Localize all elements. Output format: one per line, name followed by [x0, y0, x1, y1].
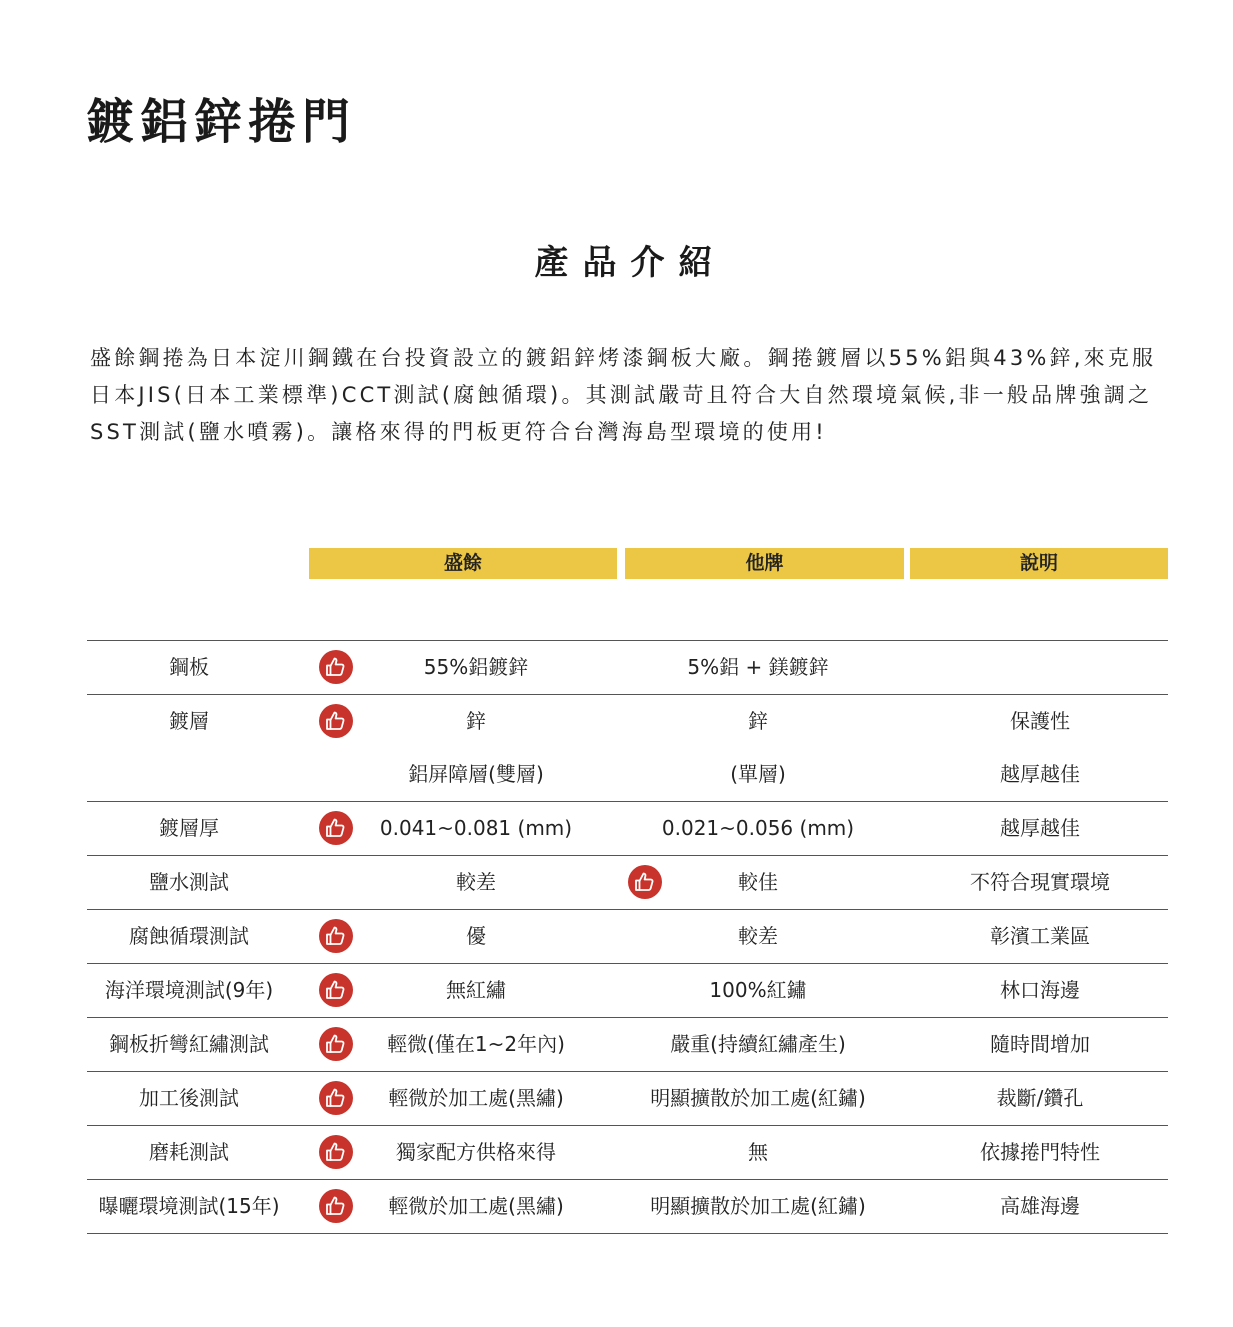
table-row-line: [87, 1180, 1168, 1233]
thumbs-up-icon: [319, 1189, 353, 1223]
cell-note: 越厚越佳: [1000, 816, 1080, 840]
cell-ours: 輕微於加工處(黑繡): [388, 1086, 564, 1110]
cell-note: 隨時間增加: [990, 1032, 1090, 1056]
page-title: 鍍鋁鋅捲門: [86, 94, 357, 150]
table-row: [87, 1125, 1168, 1179]
row-label: 海洋環境測試(9年): [104, 978, 274, 1002]
cell-ours: 輕微於加工處(黑繡): [388, 1194, 564, 1218]
table-row: [87, 1179, 1168, 1234]
intro-paragraph: 盛餘鋼捲為日本淀川鋼鐵在台投資設立的鍍鋁鋅烤漆鋼板大廠。鋼捲鍍層以55%鋁與43%鋅,來克服日本JIS(日本工業標準)CCT測試(腐蝕循環)。其測試嚴苛且符合大自然環境氣候,非一般品牌強調之SST測試(鹽水噴霧)。讓格來得的門板更符合台灣海島型環境的使用!: [90, 346, 1157, 444]
table-row: [87, 909, 1168, 963]
table-row: [87, 694, 1168, 801]
row-label: 鋼板: [169, 655, 209, 679]
cell-ours: 獨家配方供格來得: [396, 1140, 556, 1164]
cell-other: 無: [748, 1140, 768, 1164]
table-row-line: [87, 695, 1168, 748]
row-label: 腐蝕循環測試: [129, 924, 249, 948]
table-row: [87, 801, 1168, 855]
cell-other: 明顯擴散於加工處(紅鏽): [650, 1086, 866, 1110]
row-label: 鍍層: [169, 709, 209, 733]
comparison-table: [87, 640, 1168, 1234]
column-header-ours: 盛餘: [309, 548, 617, 579]
thumbs-up-icon: [319, 919, 353, 953]
cell-note: 越厚越佳: [1000, 762, 1080, 786]
table-row-line: [87, 641, 1168, 694]
table-row-line: [87, 910, 1168, 963]
table-row-line: [87, 1018, 1168, 1071]
cell-note: 高雄海邊: [1000, 1194, 1080, 1218]
section-title: 產品介紹: [534, 243, 727, 283]
row-label: [87, 748, 291, 801]
cell-other: 較差: [738, 924, 778, 948]
cell-ours: 鋁屏障層(雙層): [408, 762, 544, 786]
cell-ours: 無紅繡: [446, 978, 506, 1002]
cell-other: 鋅: [748, 709, 768, 733]
row-label: 曝曬環境測試(15年): [98, 1194, 280, 1218]
table-row-line: [87, 964, 1168, 1017]
cell-other: 0.021~0.056 (mm): [661, 816, 855, 840]
cell-other: (單層): [730, 762, 786, 786]
cell-ours: 55%鋁鍍鋅: [423, 655, 529, 679]
cell-ours: 優: [466, 924, 486, 948]
table-row-line: [87, 1126, 1168, 1179]
table-row: [87, 640, 1168, 694]
column-header-note: 說明: [910, 548, 1168, 579]
thumbs-up-icon: [319, 811, 353, 845]
row-label: 鹽水測試: [149, 870, 229, 894]
cell-other: 較佳: [738, 870, 778, 894]
cell-note: 保護性: [1010, 709, 1070, 733]
table-row-line: [87, 856, 1168, 909]
cell-note: 依據捲門特性: [980, 1140, 1100, 1164]
cell-ours: 較差: [456, 870, 496, 894]
table-row-line: [87, 802, 1168, 855]
row-label: 鋼板折彎紅繡測試: [109, 1032, 269, 1056]
cell-note: 不符合現實環境: [970, 870, 1110, 894]
thumbs-up-icon: [319, 1135, 353, 1169]
table-row-line: [87, 1072, 1168, 1125]
table-row: [87, 963, 1168, 1017]
cell-other: 明顯擴散於加工處(紅鏽): [650, 1194, 866, 1218]
comparison-column-headers: [0, 548, 1233, 579]
cell-note: 裁斷/鑽孔: [996, 1086, 1084, 1110]
table-row: [87, 1071, 1168, 1125]
cell-note: [927, 641, 1153, 694]
cell-note: 彰濱工業區: [990, 924, 1090, 948]
table-row-line: [87, 748, 1168, 801]
row-label: 磨耗測試: [149, 1140, 229, 1164]
thumbs-up-icon: [319, 1081, 353, 1115]
thumbs-up-icon: [628, 865, 662, 899]
column-header-other: 他牌: [625, 548, 904, 579]
row-label: 鍍層厚: [159, 816, 219, 840]
table-row: [87, 1017, 1168, 1071]
thumbs-up-icon: [319, 973, 353, 1007]
thumbs-up-icon: [319, 704, 353, 738]
thumbs-up-icon: [319, 650, 353, 684]
row-label: 加工後測試: [139, 1086, 239, 1110]
cell-other: 嚴重(持續紅繡產生): [670, 1032, 846, 1056]
thumbs-up-icon: [319, 1027, 353, 1061]
cell-other: 100%紅鏽: [709, 978, 807, 1002]
cell-ours: 0.041~0.081 (mm): [379, 816, 573, 840]
table-row: [87, 855, 1168, 909]
cell-ours: 鋅: [466, 709, 486, 733]
cell-note: 林口海邊: [1000, 978, 1080, 1002]
cell-ours: 輕微(僅在1~2年內): [387, 1032, 565, 1056]
cell-other: 5%鋁 + 鎂鍍鋅: [687, 655, 829, 679]
